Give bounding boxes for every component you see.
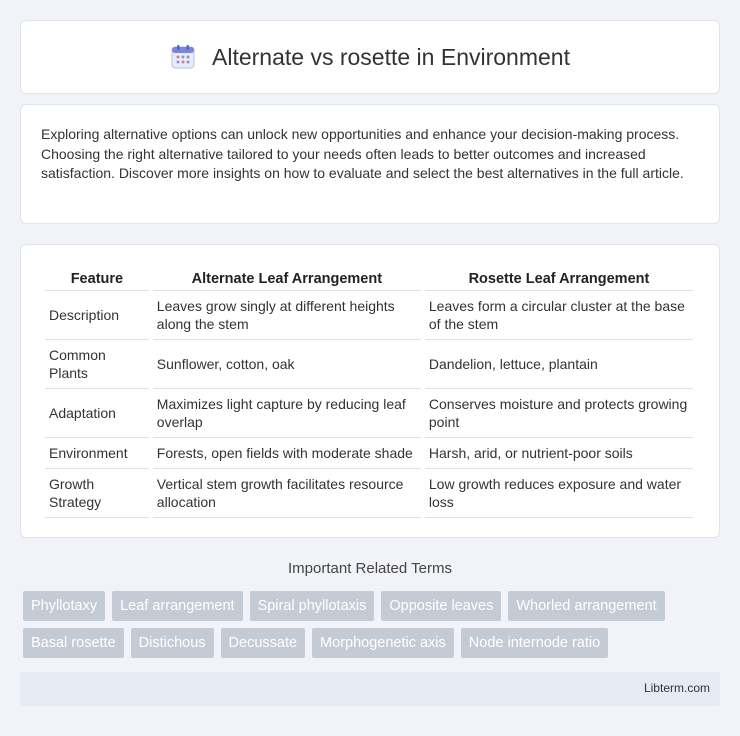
- row-alternate: Vertical stem growth facilitates resource allocation: [153, 469, 421, 518]
- page-title: Alternate vs rosette in Environment: [212, 43, 570, 70]
- related-terms-list: [23, 591, 723, 658]
- related-tag-whorled-arrangement[interactable]: Whorled arrangement: [508, 591, 664, 621]
- table-row: [45, 389, 693, 438]
- row-feature: Description: [45, 291, 149, 340]
- footer: [20, 672, 720, 706]
- related-tag-distichous[interactable]: Distichous: [131, 628, 214, 658]
- related-tag-node-internode-ratio[interactable]: Node internode ratio: [461, 628, 608, 658]
- related-tag-basal-rosette[interactable]: Basal rosette: [23, 628, 124, 658]
- header-feature: Feature: [45, 265, 149, 291]
- header-alternate: Alternate Leaf Arrangement: [153, 265, 421, 291]
- related-tag-opposite-leaves[interactable]: Opposite leaves: [381, 591, 501, 621]
- related-terms-title: Important Related Terms: [288, 560, 452, 577]
- table-row: [45, 291, 693, 340]
- related-tag-morphogenetic-axis[interactable]: Morphogenetic axis: [312, 628, 454, 658]
- calendar-icon: [170, 44, 196, 70]
- row-rosette: Harsh, arid, or nutrient-poor soils: [425, 438, 693, 469]
- table-row: [45, 340, 693, 389]
- intro-card: [20, 104, 720, 224]
- header-rosette: Rosette Leaf Arrangement: [425, 265, 693, 291]
- row-rosette: Low growth reduces exposure and water loss: [425, 469, 693, 518]
- table-header-row: [45, 265, 693, 291]
- title-card: [20, 20, 720, 94]
- title-wrap: [170, 44, 570, 71]
- row-alternate: Forests, open fields with moderate shade: [153, 438, 421, 469]
- comparison-table: [41, 265, 697, 518]
- comparison-card: [20, 244, 720, 538]
- row-feature: Adaptation: [45, 389, 149, 438]
- related-tag-phyllotaxy[interactable]: Phyllotaxy: [23, 591, 105, 621]
- related-tag-spiral-phyllotaxis[interactable]: Spiral phyllotaxis: [250, 591, 375, 621]
- row-rosette: Dandelion, lettuce, plantain: [425, 340, 693, 389]
- table-row: [45, 469, 693, 518]
- row-alternate: Maximizes light capture by reducing leaf overlap: [153, 389, 421, 438]
- related-tag-decussate[interactable]: Decussate: [221, 628, 306, 658]
- table-row: [45, 438, 693, 469]
- intro-text: Exploring alternative options can unlock new opportunities and enhance your decision-making process. Choosing the right alternative tailored to your needs often leads to better outcomes and increased satisfaction. Discover more insights on how to evaluate and select the best alternatives in the full article.: [41, 126, 684, 181]
- row-feature: Environment: [45, 438, 149, 469]
- row-feature: Growth Strategy: [45, 469, 149, 518]
- row-rosette: Conserves moisture and protects growing point: [425, 389, 693, 438]
- footer-site-link[interactable]: Libterm.com: [643, 681, 710, 695]
- row-rosette: Leaves form a circular cluster at the base of the stem: [425, 291, 693, 340]
- related-tag-leaf-arrangement[interactable]: Leaf arrangement: [112, 591, 242, 621]
- row-alternate: Leaves grow singly at different heights along the stem: [153, 291, 421, 340]
- row-feature: Common Plants: [45, 340, 149, 389]
- row-alternate: Sunflower, cotton, oak: [153, 340, 421, 389]
